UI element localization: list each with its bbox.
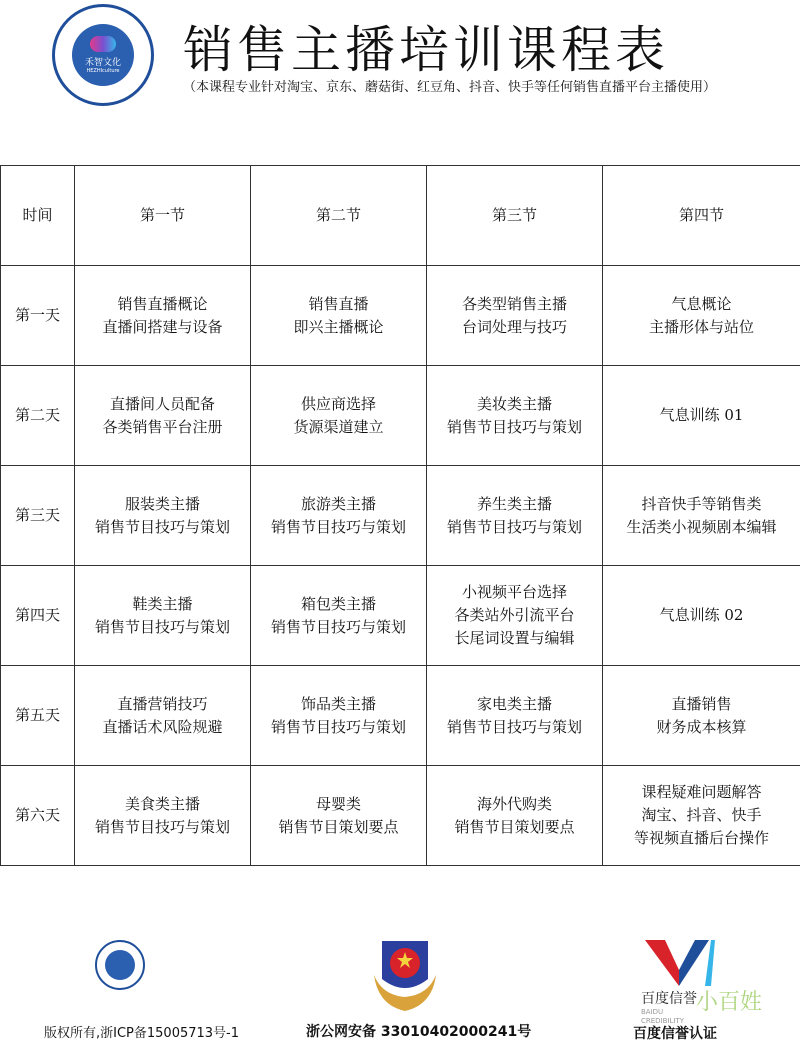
session-line: 母婴类 (315, 794, 361, 813)
session-cell (251, 466, 427, 566)
table-row (1, 666, 800, 766)
session-line: 供应商选择 (300, 394, 376, 413)
day-cell: 第三天 (1, 466, 75, 566)
session-cell (251, 366, 427, 466)
day-cell: 第六天 (1, 766, 75, 866)
session-line: 课程疑难问题解答 (641, 783, 762, 801)
column-header: 第二节 (251, 166, 427, 266)
session-cell (427, 466, 603, 566)
session-cell (603, 766, 800, 866)
session-cell (75, 566, 251, 666)
session-cell (75, 766, 251, 866)
baidu-credibility-logo (645, 940, 715, 988)
session-line: 即兴主播概论 (293, 317, 384, 336)
session-line: 各类型销售主播 (461, 294, 567, 313)
column-header: 第三节 (427, 166, 603, 266)
session-line: 销售节目技巧与策划 (446, 717, 582, 736)
session-line: 销售直播概论 (117, 294, 208, 313)
session-line: 美妆类主播 (476, 394, 552, 413)
session-line: 美食类主播 (124, 794, 200, 813)
column-header: 第四节 (603, 166, 800, 266)
table-row (1, 766, 800, 866)
session-line: 销售节目技巧与策划 (270, 617, 406, 636)
session-line: 财务成本核算 (656, 717, 747, 736)
session-line: 旅游类主播 (300, 494, 376, 513)
day-cell: 第四天 (1, 566, 75, 666)
session-line: 销售节目技巧与策划 (94, 517, 230, 536)
session-line: 服装类主播 (124, 494, 200, 513)
session-cell (251, 666, 427, 766)
session-line: 销售节目策划要点 (454, 817, 575, 836)
session-line: 直播间人员配备 (109, 394, 215, 413)
session-cell (75, 366, 251, 466)
session-line: 销售节目技巧与策划 (94, 817, 230, 836)
session-cell (75, 666, 251, 766)
session-cell (427, 266, 603, 366)
session-cell (75, 266, 251, 366)
session-cell (603, 266, 800, 366)
session-line: 淘宝、抖音、快手 (641, 806, 762, 824)
session-cell (603, 466, 800, 566)
company-logo-small (95, 940, 145, 990)
table-row (1, 266, 800, 366)
copyright-text: 版权所有,浙ICP备15005713号-1 (44, 1026, 240, 1041)
session-line: 台词处理与技巧 (461, 317, 567, 336)
session-line: 箱包类主播 (300, 594, 376, 613)
session-cell (427, 366, 603, 466)
session-cell (603, 666, 800, 766)
session-line: 销售节目技巧与策划 (446, 417, 582, 436)
session-line: 货源渠道建立 (293, 417, 384, 436)
session-line: 直播话术风险规避 (102, 717, 223, 736)
session-cell (251, 766, 427, 866)
day-cell: 第二天 (1, 366, 75, 466)
session-line: 抖音快手等销售类 (641, 494, 762, 513)
session-line: 销售节目策划要点 (278, 817, 399, 836)
session-cell (427, 766, 603, 866)
session-line: 销售直播 (308, 294, 369, 313)
session-line: 销售节目技巧与策划 (270, 717, 406, 736)
schedule-table (0, 165, 800, 866)
session-cell (75, 466, 251, 566)
session-line: 等视频直播后台操作 (633, 829, 769, 847)
page-subtitle: （本课程专业针对淘宝、京东、蘑菇街、红豆角、抖音、快手等任何销售直播平台主播使用） (183, 80, 717, 95)
session-line: 各类销售平台注册 (102, 417, 223, 436)
session-cell (427, 666, 603, 766)
baidu-credibility-text: 百度信誉认证 (633, 1026, 717, 1042)
session-line: 气息概论 (671, 294, 732, 313)
session-cell (251, 566, 427, 666)
session-line: 饰品类主播 (300, 694, 376, 713)
table-header-row (1, 166, 800, 266)
police-record-text: 浙公网安备 33010402000241号 (306, 1024, 532, 1040)
session-line: 直播营销技巧 (117, 694, 208, 713)
session-line: 各类站外引流平台 (454, 606, 575, 624)
session-cell (427, 566, 603, 666)
column-header: 时间 (1, 166, 75, 266)
session-line: 鞋类主播 (132, 594, 193, 613)
company-logo: 禾智文化 HEZHIculture (52, 4, 154, 106)
session-line: 养生类主播 (476, 494, 552, 513)
table-row (1, 566, 800, 666)
session-line: 气息训练 01 (659, 406, 744, 424)
session-line: 海外代购类 (476, 794, 552, 813)
session-line: 主播形体与站位 (648, 317, 754, 336)
session-line: 气息训练 02 (659, 606, 744, 624)
session-line: 销售节目技巧与策划 (446, 517, 582, 536)
session-line: 家电类主播 (476, 694, 552, 713)
session-line: 直播间搭建与设备 (102, 317, 223, 336)
police-emblem-icon (368, 935, 442, 1013)
page-title: 销售主播培训课程表 (183, 21, 669, 79)
session-line: 生活类小视频剧本编辑 (626, 517, 777, 536)
baidu-logo-text: 百度信誉 BAIDU CREDIBILITY (641, 991, 697, 1025)
session-cell (603, 366, 800, 466)
session-line: 小视频平台选择 (461, 583, 567, 601)
session-cell (603, 566, 800, 666)
table-row (1, 366, 800, 466)
watermark: 小百姓 (696, 990, 763, 1015)
session-line: 直播销售 (671, 694, 732, 713)
session-line: 销售节目技巧与策划 (270, 517, 406, 536)
session-line: 长尾词设置与编辑 (454, 629, 575, 647)
day-cell: 第五天 (1, 666, 75, 766)
day-cell: 第一天 (1, 266, 75, 366)
column-header: 第一节 (75, 166, 251, 266)
session-line: 销售节目技巧与策划 (94, 617, 230, 636)
table-row (1, 466, 800, 566)
session-cell (251, 266, 427, 366)
